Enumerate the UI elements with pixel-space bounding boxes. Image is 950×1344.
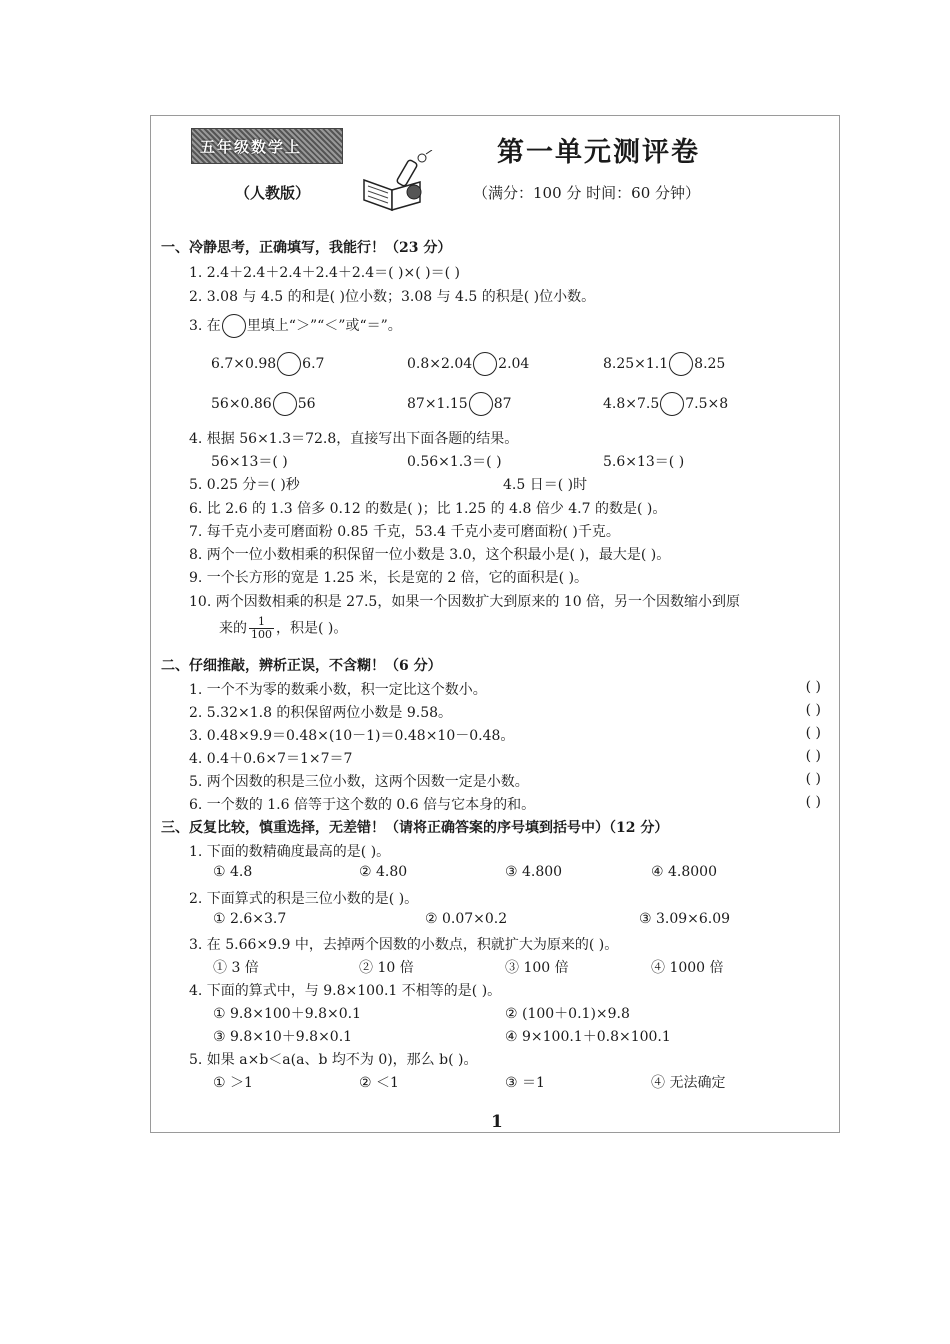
s1-q7: 7. 每千克小麦可磨面粉 0.85 千克，53.4 千克小麦可磨面粉( )千克。: [189, 524, 620, 540]
page-number: 1: [491, 1112, 503, 1132]
compare-item: 87×1.15 87: [407, 392, 512, 416]
compare-item: 56×0.86 56: [211, 392, 316, 416]
compare-circle[interactable]: [473, 352, 497, 376]
s1-q4b: 0.56×1.3＝( ): [407, 454, 502, 470]
compare-item: 6.7×0.98 6.7: [211, 352, 324, 376]
s3-q3: 3. 在 5.66×9.9 中，去掉两个因数的小数点，积就扩大为原来的( )。: [189, 937, 619, 953]
s1-q9: 9. 一个长方形的宽是 1.25 米，长是宽的 2 倍，它的面积是( )。: [189, 570, 589, 586]
s1-q5a: 5. 0.25 分＝( )秒: [189, 477, 300, 493]
option[interactable]: ④ 9×100.1＋0.8×100.1: [505, 1029, 671, 1045]
s3-q5: 5. 如果 a×b＜a(a、b 均不为 0)，那么 b( )。: [189, 1052, 478, 1068]
fraction: $\frac{1}{100}$: [251, 615, 272, 641]
tf-item: 6. 一个数的 1.6 倍等于这个数的 0.6 倍与它本身的和。 ( ): [189, 794, 821, 813]
option[interactable]: ③ 4.800: [505, 864, 563, 880]
tf-item: 5. 两个因数的积是三位小数，这两个因数一定是小数。 ( ): [189, 771, 821, 790]
s1-q3-pre: 3. 在: [189, 318, 221, 334]
option[interactable]: ③ 3.09×6.09: [639, 911, 731, 927]
s1-q5b: 4.5 日＝( )时: [503, 477, 588, 493]
option[interactable]: ③ ＝1: [505, 1075, 545, 1091]
s3-q2: 2. 下面算式的积是三位小数的是( )。: [189, 891, 419, 907]
option[interactable]: ① 9.8×100＋9.8×0.1: [213, 1006, 361, 1022]
s1-q10b: 来的 $\frac{1}{100}$ ，积是( )。: [219, 615, 348, 641]
option[interactable]: ① 3 倍: [213, 960, 259, 976]
s1-q3: [189, 314, 402, 338]
option[interactable]: ② 0.07×0.2: [425, 911, 508, 927]
s3-q1: 1. 下面的数精确度最高的是( )。: [189, 844, 391, 860]
compare-item: 0.8×2.04 2.04: [407, 352, 529, 376]
book-icon: [356, 150, 436, 212]
s1-q4: 4. 根据 56×1.3＝72.8，直接写出下面各题的结果。: [189, 431, 519, 447]
circle-blank: [222, 314, 246, 338]
s1-q2: 2. 3.08 与 4.5 的和是( )位小数；3.08 与 4.5 的积是( )位小数。: [189, 289, 596, 305]
grade-badge-text: 五年级数学上: [200, 138, 303, 156]
compare-item: 8.25×1.1 8.25: [603, 352, 725, 376]
section3-heading: 三、反复比较，慎重选择，无差错！（请将正确答案的序号填到括号中）（12 分）: [161, 820, 669, 836]
exam-sheet: [150, 115, 840, 1133]
s1-q10: 10. 两个因数相乘的积是 27.5，如果一个因数扩大到原来的 10 倍，另一个因数缩小到原: [189, 594, 741, 610]
edition-label: （人教版）: [235, 184, 311, 202]
option[interactable]: ② (100＋0.1)×9.8: [505, 1006, 630, 1022]
answer-blank[interactable]: ( ): [805, 679, 821, 695]
score-time-label: （满分：100 分 时间：60 分钟）: [473, 184, 701, 202]
option[interactable]: ③ 100 倍: [505, 960, 569, 976]
s1-q3-post: 里填上“＞”“＜”或“＝”。: [246, 318, 402, 334]
section2-heading: 二、仔细推敲，辨析正误，不含糊！（6 分）: [161, 658, 442, 674]
option[interactable]: ② 4.80: [359, 864, 408, 880]
page-title: 第一单元测评卷: [497, 137, 700, 168]
s1-q8: 8. 两个一位小数相乘的积保留一位小数是 3.0，这个积最小是( )，最大是( )。: [189, 547, 671, 563]
compare-circle[interactable]: [469, 392, 493, 416]
s1-q1: 1. 2.4＋2.4＋2.4＋2.4＋2.4＝( )×( )＝( ): [189, 265, 460, 281]
option[interactable]: ② 10 倍: [359, 960, 414, 976]
option[interactable]: ① 2.6×3.7: [213, 911, 287, 927]
tf-item: 2. 5.32×1.8 的积保留两位小数是 9.58。 ( ): [189, 702, 821, 721]
section1-heading: 一、冷静思考，正确填写，我能行！（23 分）: [161, 240, 452, 256]
tf-item: 4. 0.4＋0.6×7＝1×7＝7 ( ): [189, 748, 821, 767]
option[interactable]: ④ 无法确定: [651, 1075, 726, 1091]
tf-item: 1. 一个不为零的数乘小数，积一定比这个数小。 ( ): [189, 679, 821, 698]
option[interactable]: ① ＞1: [213, 1075, 253, 1091]
compare-circle[interactable]: [273, 392, 297, 416]
tf-item: 3. 0.48×9.9＝0.48×(10－1)＝0.48×10－0.48。 ( ): [189, 725, 821, 744]
option[interactable]: ① 4.8: [213, 864, 253, 880]
compare-circle[interactable]: [660, 392, 684, 416]
answer-blank[interactable]: ( ): [805, 794, 821, 810]
answer-blank[interactable]: ( ): [805, 748, 821, 764]
s1-q4a: 56×13＝( ): [211, 454, 288, 470]
s3-q4: 4. 下面的算式中，与 9.8×100.1 不相等的是( )。: [189, 983, 502, 999]
answer-blank[interactable]: ( ): [805, 702, 821, 718]
option[interactable]: ③ 9.8×10＋9.8×0.1: [213, 1029, 353, 1045]
grade-badge: [191, 128, 343, 164]
answer-blank[interactable]: ( ): [805, 771, 821, 787]
option[interactable]: ④ 1000 倍: [651, 960, 724, 976]
compare-circle[interactable]: [669, 352, 693, 376]
answer-blank[interactable]: ( ): [805, 725, 821, 741]
compare-circle[interactable]: [277, 352, 301, 376]
s1-q4c: 5.6×13＝( ): [603, 454, 685, 470]
s1-q6: 6. 比 2.6 的 1.3 倍多 0.12 的数是( )；比 1.25 的 4.8 倍少 4.7 的数是( )。: [189, 501, 667, 517]
option[interactable]: ④ 4.8000: [651, 864, 717, 880]
option[interactable]: ② ＜1: [359, 1075, 399, 1091]
compare-item: 4.8×7.5 7.5×8: [603, 392, 728, 416]
